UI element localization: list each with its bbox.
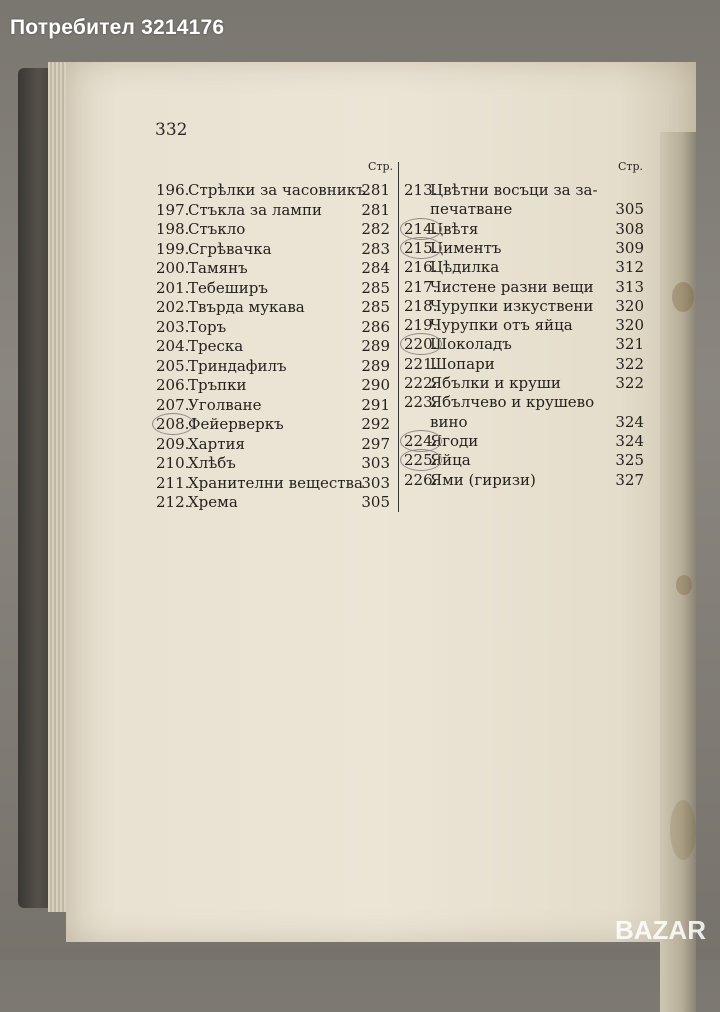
entry-number: 218. <box>404 296 438 315</box>
entry-title: печатване <box>430 200 513 219</box>
index-entry <box>156 434 390 454</box>
entry-page: 284 <box>361 259 390 277</box>
entry-page: 281 <box>361 181 390 199</box>
index-entry <box>404 334 644 354</box>
entry-title: Цвѣтя <box>430 219 479 238</box>
entry-title: Торъ <box>188 317 227 336</box>
index-entry <box>156 473 390 493</box>
index-entry <box>404 315 644 335</box>
right-page-edge <box>660 132 696 1012</box>
entry-number: 224. <box>404 431 438 450</box>
entry-title: Чурупки отъ яйца <box>430 316 573 335</box>
entry-page: 322 <box>615 354 644 373</box>
entry-number: 221. <box>404 354 438 373</box>
entry-number: 210. <box>156 454 190 472</box>
index-entry <box>404 257 644 277</box>
entry-number: 199. <box>156 239 190 258</box>
index-entry <box>156 278 390 298</box>
stain <box>670 800 696 860</box>
entry-number: 217. <box>404 277 438 296</box>
entry-page: 289 <box>361 356 390 375</box>
entry-title: Тръпки <box>188 376 247 394</box>
entry-number: 202. <box>156 298 190 316</box>
entry-page: 290 <box>361 376 390 394</box>
index-entry <box>156 239 390 259</box>
entry-page: 322 <box>615 374 644 392</box>
entry-page: 321 <box>615 335 644 354</box>
entry-page: 291 <box>361 395 390 414</box>
user-watermark: Потребител 3214176 <box>10 16 225 39</box>
entry-number: 200. <box>156 259 190 277</box>
entry-page: 281 <box>361 200 390 219</box>
entry-page: 324 <box>615 431 644 450</box>
entry-title: Цѣдилка <box>430 258 500 277</box>
index-entry <box>404 392 644 412</box>
entry-number: 220. <box>404 335 438 354</box>
entry-page: 320 <box>615 316 644 335</box>
entry-title: Треска <box>188 337 244 355</box>
entry-page: 305 <box>615 200 644 219</box>
entry-title: Чурупки изкуствени <box>430 296 594 315</box>
index-entry <box>404 296 644 316</box>
entry-page: 282 <box>361 220 390 238</box>
page-number: 332 <box>155 120 188 140</box>
pencil-circle-mark <box>152 413 194 435</box>
entry-title: Твърда мукава <box>188 298 305 316</box>
entry-page: 283 <box>361 239 390 258</box>
entry-title: Стрѣлки за часовникъ <box>188 181 366 199</box>
index-entry <box>156 453 390 473</box>
entry-page: 286 <box>361 317 390 336</box>
entry-number: 204. <box>156 337 190 355</box>
entry-page: 289 <box>361 337 390 355</box>
entry-title: Триндафилъ <box>188 356 287 375</box>
entry-title: Циментъ <box>430 238 502 257</box>
index-entry <box>156 297 390 317</box>
entry-title: Шопари <box>430 354 495 373</box>
entry-page: 325 <box>615 451 644 470</box>
entry-page: 305 <box>361 493 390 511</box>
stain <box>672 282 694 312</box>
entry-title: Стъкла за лампи <box>188 200 322 219</box>
entry-number: 209. <box>156 434 190 453</box>
index-entry <box>156 395 390 415</box>
entry-number: 223. <box>404 393 438 412</box>
entry-number: 212. <box>156 493 190 511</box>
entry-number: 219. <box>404 316 438 335</box>
index-entry <box>156 258 390 278</box>
entry-page: 303 <box>361 473 390 492</box>
stain <box>676 575 692 595</box>
entry-number: 216. <box>404 258 438 277</box>
index-entry <box>404 354 644 374</box>
entry-page: 285 <box>361 278 390 297</box>
entry-title: Стъкло <box>188 220 246 238</box>
index-entry <box>156 492 390 512</box>
right-column-header: Стр. <box>618 160 644 173</box>
entry-number: 222. <box>404 374 438 392</box>
entry-title: Хлѣбъ <box>188 454 236 472</box>
entry-page: 297 <box>361 434 390 453</box>
entry-title: Ябълчево и крушево <box>430 393 595 412</box>
entry-number: 215. <box>404 238 438 257</box>
entry-page: 285 <box>361 298 390 316</box>
entry-page: 324 <box>615 412 644 431</box>
entry-page: 313 <box>615 277 644 296</box>
index-entry <box>404 373 644 393</box>
entry-number: 213. <box>404 181 438 199</box>
entry-page: 292 <box>361 415 390 433</box>
entry-title: Тебеширъ <box>188 278 268 297</box>
index-entry <box>156 414 390 434</box>
entry-page: 312 <box>615 258 644 277</box>
entry-title: Фейерверкъ <box>188 415 284 433</box>
index-entry <box>404 219 644 239</box>
entry-number: 225. <box>404 451 438 470</box>
entry-number: 201. <box>156 278 190 297</box>
entry-number: 208. <box>156 415 190 433</box>
entry-page: 320 <box>615 296 644 315</box>
index-entry <box>404 470 644 490</box>
entry-title: Ями (гиризи) <box>430 470 536 489</box>
pencil-circle-mark <box>400 237 442 259</box>
entry-number: 203. <box>156 317 190 336</box>
index-entry <box>404 412 644 432</box>
entry-title: Хрема <box>188 493 238 511</box>
entry-title: Ябълки и круши <box>430 374 561 392</box>
index-entry <box>404 238 644 258</box>
entry-number: 211. <box>156 473 190 492</box>
entry-number: 226. <box>404 470 438 489</box>
index-entry <box>404 450 644 470</box>
index-entry <box>156 336 390 356</box>
entry-title: Шоколадъ <box>430 335 512 354</box>
entry-number: 205. <box>156 356 190 375</box>
index-entry <box>404 180 644 200</box>
index-entry <box>156 356 390 376</box>
entry-title: Хартия <box>188 434 245 453</box>
entry-title: Яйца <box>430 451 471 470</box>
entry-number: 206. <box>156 376 190 394</box>
index-entry <box>156 219 390 239</box>
entry-number: 197. <box>156 200 190 219</box>
index-entry <box>156 180 390 200</box>
bazar-logo: BAZAR <box>615 915 706 945</box>
index-entry <box>156 200 390 220</box>
entry-page: 309 <box>615 238 644 257</box>
entry-title: Сгрѣвачка <box>188 239 272 258</box>
entry-title: Ягоди <box>430 431 479 450</box>
index-entry <box>404 431 644 451</box>
entry-title: Тамянъ <box>188 259 248 277</box>
entry-title: Цвѣтни восъци за за- <box>430 181 598 199</box>
left-column-header: Стр. <box>368 160 394 173</box>
index-entry <box>156 375 390 395</box>
index-entry <box>404 277 644 297</box>
entry-page: 327 <box>615 470 644 489</box>
entry-title: вино <box>430 412 468 431</box>
entry-title: Хранителни вещества <box>188 473 363 492</box>
index-entry <box>156 317 390 337</box>
entry-number: 196. <box>156 181 190 199</box>
column-divider <box>398 162 399 512</box>
index-entry <box>404 199 644 219</box>
entry-page: 303 <box>361 454 390 472</box>
entry-title: Уголване <box>188 395 262 414</box>
entry-number: 198. <box>156 220 190 238</box>
entry-page: 308 <box>615 219 644 238</box>
entry-number: 207. <box>156 395 190 414</box>
entry-number: 214. <box>404 219 438 238</box>
entry-title: Чистене разни вещи <box>430 277 594 296</box>
